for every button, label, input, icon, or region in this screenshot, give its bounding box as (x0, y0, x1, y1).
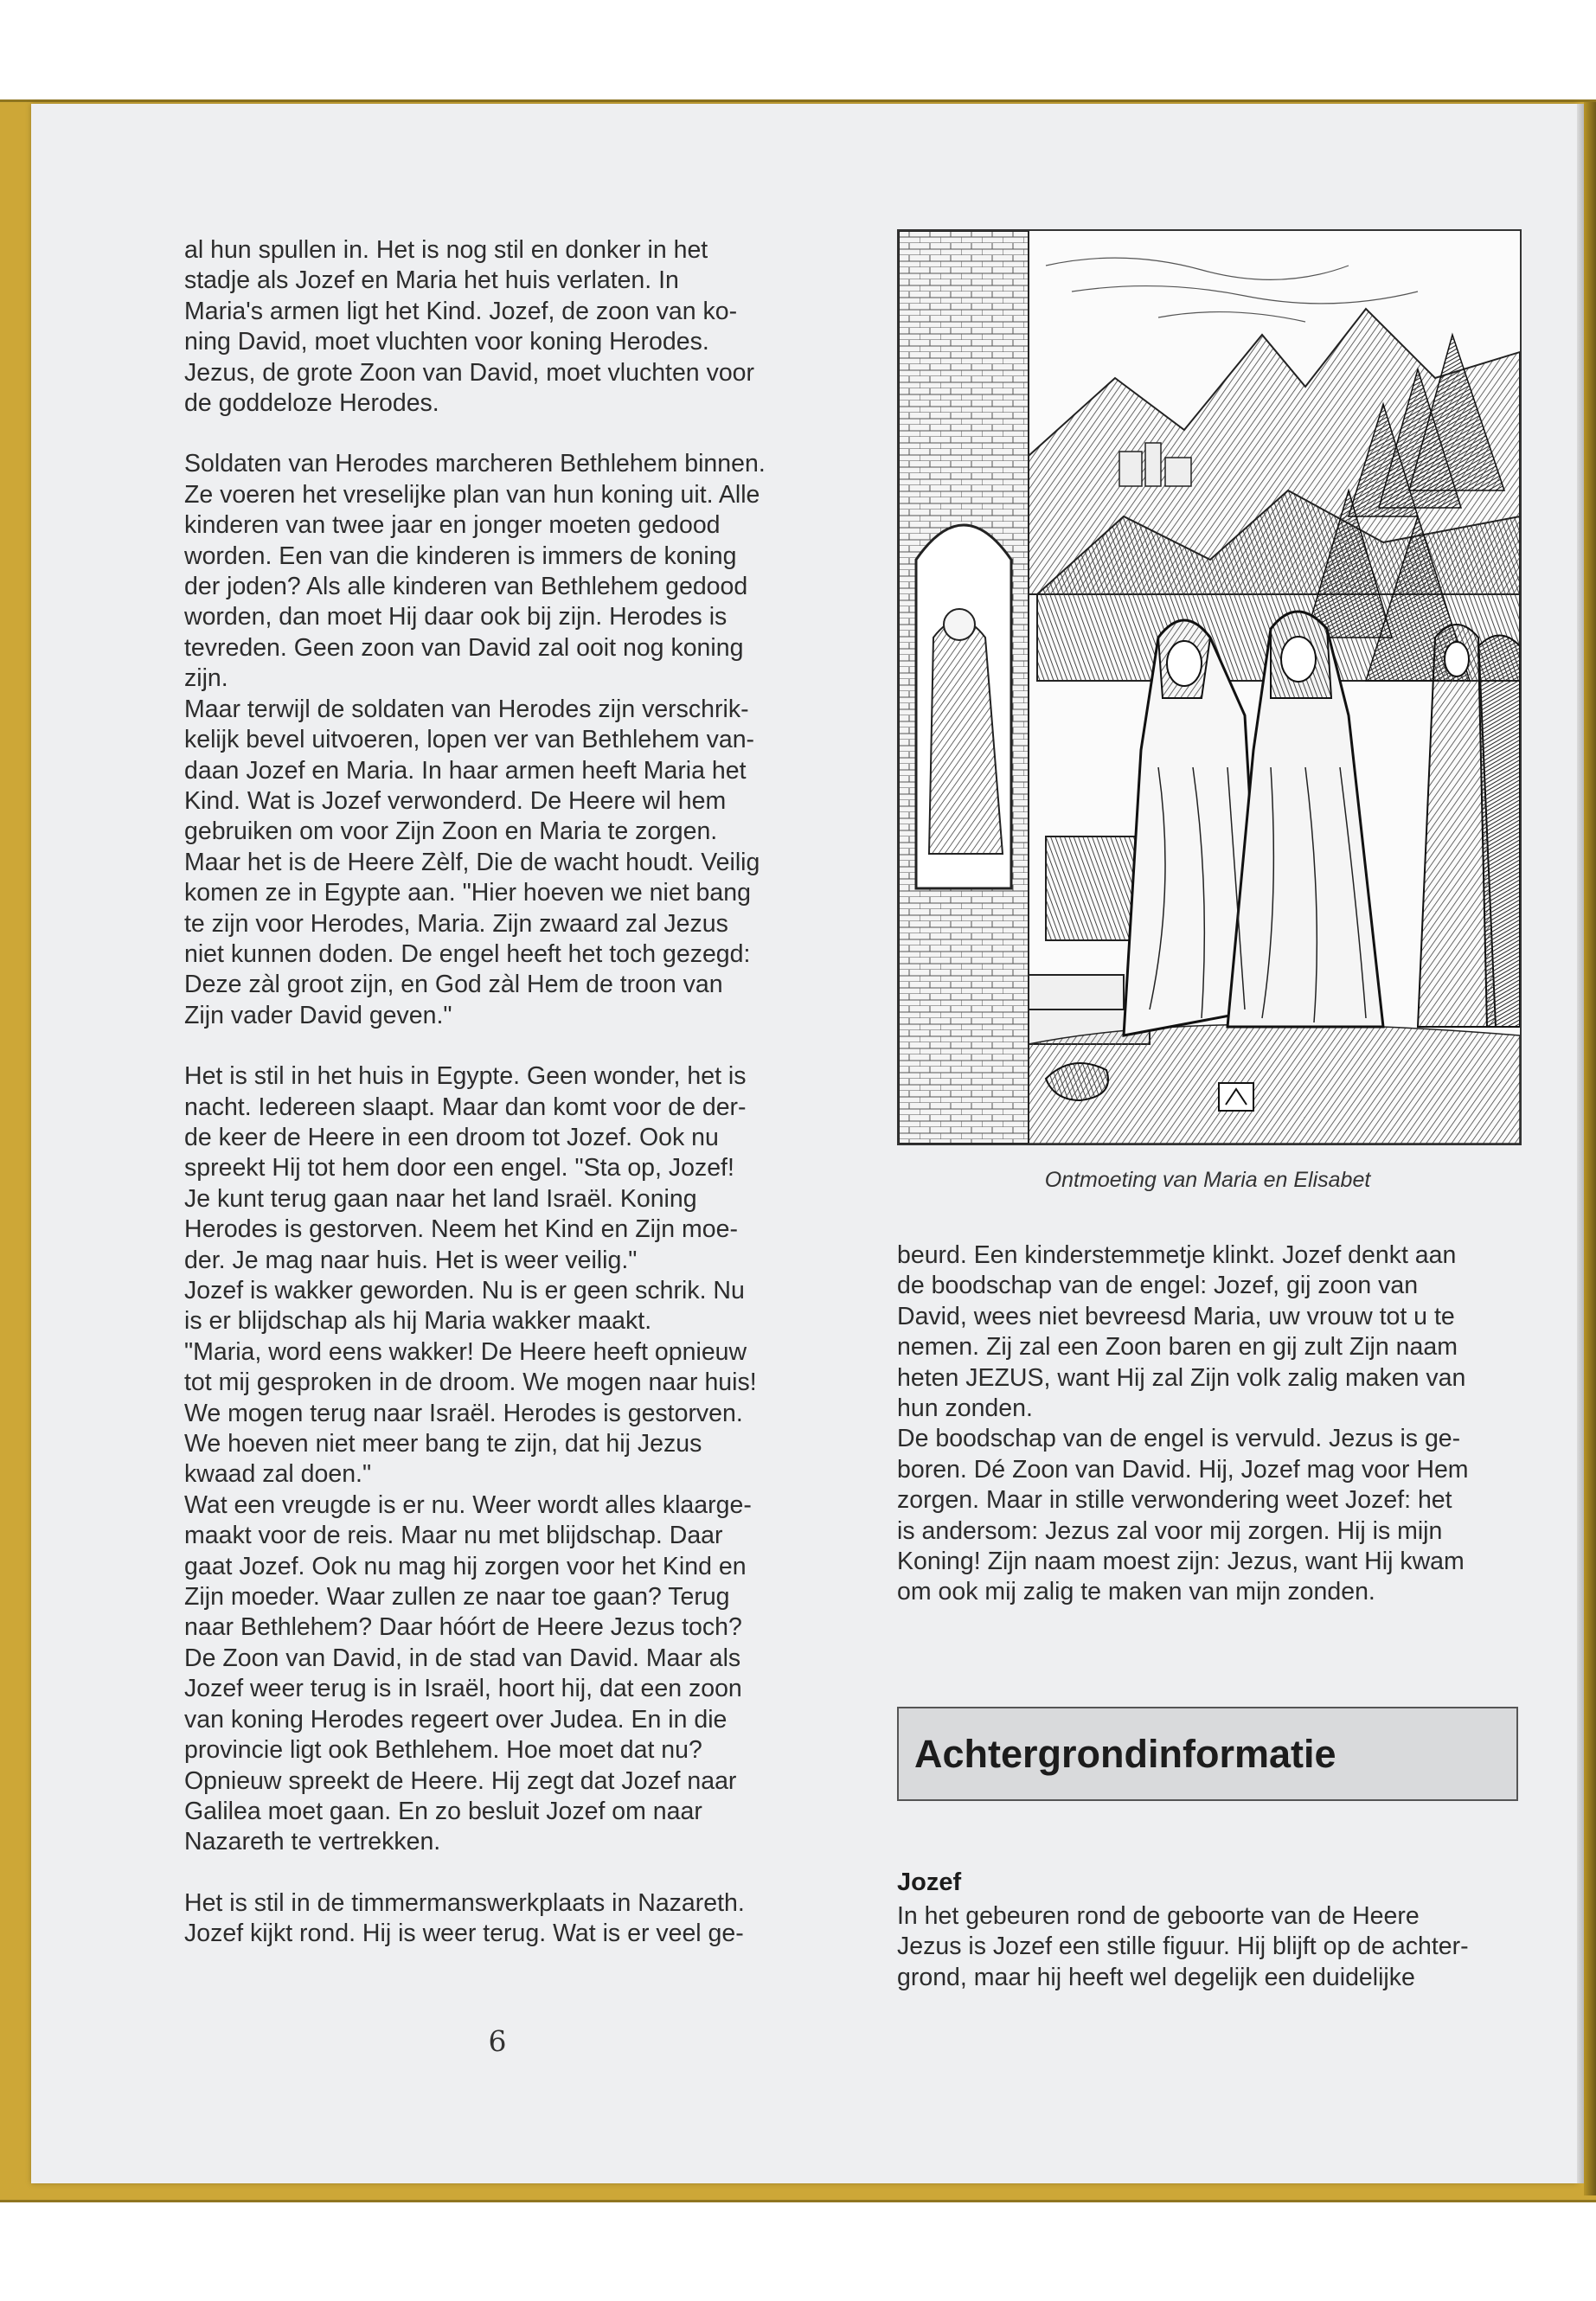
text-line: Jozef is wakker geworden. Nu is er geen schrik. Nu (184, 1277, 745, 1304)
text-line: is er blijdschap als hij Maria wakker maakt. (184, 1307, 652, 1336)
section-heading: Achtergrondinformatie (914, 1731, 1336, 1776)
text-line: worden, dan moet Hij daar ook bij zijn. Herodes is (184, 603, 727, 631)
text-line: Jozef weer terug is in Israël, hoort hij, dat een zoon (184, 1675, 742, 1703)
text-line: Opnieuw spreekt de Heere. Hij zegt dat Jozef naar (184, 1766, 737, 1795)
text-line: maakt voor de reis. Maar nu met blijdschap. Daar (184, 1522, 723, 1550)
right-text-column (897, 1240, 1520, 1608)
text-line: stadje als Jozef en Maria het huis verlaten. In (184, 266, 679, 295)
book-spine-edge (1584, 102, 1596, 2195)
text-line: niet kunnen doden. De engel heeft het toch gezegd: (184, 939, 751, 968)
text-line: "Maria, word eens wakker! De Heere heeft opnieuw (184, 1337, 747, 1366)
text-line: Nazareth te vertrekken. (184, 1828, 441, 1856)
text-line: Jezus, de grote Zoon van David, moet vluchten voor (184, 358, 755, 387)
text-line: Herodes is gestorven. Neem het Kind en Zijn moe- (184, 1215, 738, 1244)
woodcut-illustration (897, 229, 1522, 1145)
paragraph-gap (184, 1858, 816, 1888)
text-line: der. Je mag naar huis. Het is weer veilig." (184, 1246, 638, 1274)
text-line: David, wees niet bevreesd Maria, uw vrouw tot u te (897, 1302, 1455, 1330)
text-line: gaat Jozef. Ook nu mag hij zorgen voor het Kind en (184, 1552, 747, 1580)
text-line: komen ze in Egypte aan. "Hier hoeven we niet bang (184, 879, 751, 907)
text-line: hun zonden. (897, 1394, 1033, 1423)
paragraph-2 (184, 449, 816, 1031)
text-line: de goddeloze Herodes. (184, 389, 439, 418)
text-line: de boodschap van de engel: Jozef, gij zoon van (897, 1272, 1419, 1300)
text-line: nemen. Zij zal een Zoon baren en gij zult Zijn naam (897, 1333, 1458, 1362)
text-line: heten JEZUS, want Hij zal Zijn volk zalig maken van (897, 1363, 1466, 1392)
text-line: De Zoon van David, in de stad van David. Maar als (184, 1644, 741, 1672)
figure-caption: Ontmoeting van Maria en Elisabet (1044, 1168, 1371, 1192)
text-line: boren. Dé Zoon van David. Hij, Jozef mag voor Hem (897, 1455, 1469, 1484)
text-line: In het gebeuren rond de geboorte van de Heere (897, 1902, 1420, 1930)
text-line: Wat een vreugde is er nu. Weer wordt alles klaarge- (184, 1490, 752, 1519)
page-stack-edge (1577, 104, 1584, 2183)
text-line: Deze zàl groot zijn, en God zàl Hem de troon van (184, 971, 723, 999)
text-line: al hun spullen in. Het is nog stil en donker in het (184, 236, 708, 264)
text-line: kelijk bevel uitvoeren, lopen ver van Bethlehem van- (184, 726, 755, 754)
text-line: Kind. Wat is Jozef verwonderd. De Heere wil hem (184, 786, 727, 815)
paragraph-1 (184, 235, 816, 419)
woodcut-drawing (899, 231, 1520, 1144)
text-line: Maar het is de Heere Zèlf, Die de wacht houdt. Veilig (184, 848, 760, 876)
text-line: beurd. Een kinderstemmetje klinkt. Jozef denkt aan (897, 1241, 1457, 1269)
text-line: De boodschap van de engel is vervuld. Jezus is ge- (897, 1425, 1461, 1453)
text-line: Koning! Zijn naam moest zijn: Jezus, want Hij kwam (897, 1548, 1465, 1576)
jozef-paragraph (897, 1901, 1520, 1993)
text-line: Jezus is Jozef een stille figuur. Hij blijft op de achter- (897, 1932, 1469, 1961)
text-line: om ook mij zalig te maken van mijn zonden. (897, 1578, 1375, 1606)
paragraph-gap (184, 419, 816, 449)
subheading-jozef: Jozef (897, 1868, 962, 1896)
text-line: Het is stil in het huis in Egypte. Geen wonder, het is (184, 1062, 747, 1091)
section-heading-box (897, 1707, 1518, 1801)
text-line: zijn. (184, 664, 228, 693)
text-line: worden. Een van die kinderen is immers de koning (184, 542, 737, 570)
text-line: spreekt Hij tot hem door een engel. "Sta op, Jozef! (184, 1154, 734, 1183)
text-line: de keer de Heere in een droom tot Jozef. Ook nu (184, 1123, 719, 1151)
text-line: Het is stil in de timmermanswerkplaats in Nazareth. (184, 1888, 745, 1917)
text-line: is andersom: Jezus zal voor mij zorgen. Hij is mijn (897, 1516, 1443, 1545)
text-line: zorgen. Maar in stille verwondering weet Jozef: het (897, 1486, 1452, 1515)
text-line: Jozef kijkt rond. Hij is weer terug. Wat is er veel ge- (184, 1920, 744, 1948)
page-number: 6 (488, 2024, 507, 2058)
text-line: Maar terwijl de soldaten van Herodes zijn verschrik- (184, 695, 749, 723)
text-line: We mogen terug naar Israël. Herodes is gestorven. (184, 1399, 743, 1427)
text-line: kwaad zal doen." (184, 1460, 372, 1489)
left-text-column (184, 235, 816, 1950)
text-line: naar Bethlehem? Daar hóórt de Heere Jezus toch? (184, 1613, 742, 1642)
text-line: van koning Herodes regeert over Judea. En in die (184, 1705, 727, 1734)
text-line: grond, maar hij heeft wel degelijk een duidelijke (897, 1963, 1415, 1991)
text-line: gebruiken om voor Zijn Zoon en Maria te zorgen. (184, 817, 718, 846)
text-line: tot mij gesproken in de droom. We mogen naar huis! (184, 1368, 757, 1397)
text-line: provincie ligt ook Bethlehem. Hoe moet dat nu? (184, 1736, 702, 1765)
text-line: Je kunt terug gaan naar het land Israël. Koning (184, 1184, 697, 1213)
paragraph-3 (184, 1061, 816, 1858)
text-line: te zijn voor Herodes, Maria. Zijn zwaard zal Jezus (184, 909, 728, 938)
text-line: Zijn moeder. Waar zullen ze naar toe gaan? Terug (184, 1583, 730, 1612)
text-line: Maria's armen ligt het Kind. Jozef, de zoon van ko- (184, 297, 738, 325)
text-line: ning David, moet vluchten voor koning Herodes. (184, 328, 709, 356)
text-line: Soldaten van Herodes marcheren Bethlehem binnen. (184, 450, 766, 478)
text-line: Ze voeren het vreselijke plan van hun koning uit. Alle (184, 480, 760, 509)
text-line: der joden? Als alle kinderen van Bethlehem gedood (184, 573, 748, 601)
text-line: kinderen van twee jaar en jonger moeten gedood (184, 511, 721, 540)
text-line: tevreden. Geen zoon van David zal ooit nog koning (184, 633, 744, 662)
text-line: We hoeven niet meer bang te zijn, dat hij Jezus (184, 1430, 702, 1458)
text-line: nacht. Iedereen slaapt. Maar dan komt voor de der- (184, 1093, 747, 1121)
paragraph-gap (184, 1031, 816, 1061)
text-line: Zijn vader David geven." (184, 1001, 452, 1029)
paragraph-4 (184, 1888, 816, 1950)
text-line: daan Jozef en Maria. In haar armen heeft Maria het (184, 756, 747, 785)
text-line: Galilea moet gaan. En zo besluit Jozef om naar (184, 1797, 702, 1825)
